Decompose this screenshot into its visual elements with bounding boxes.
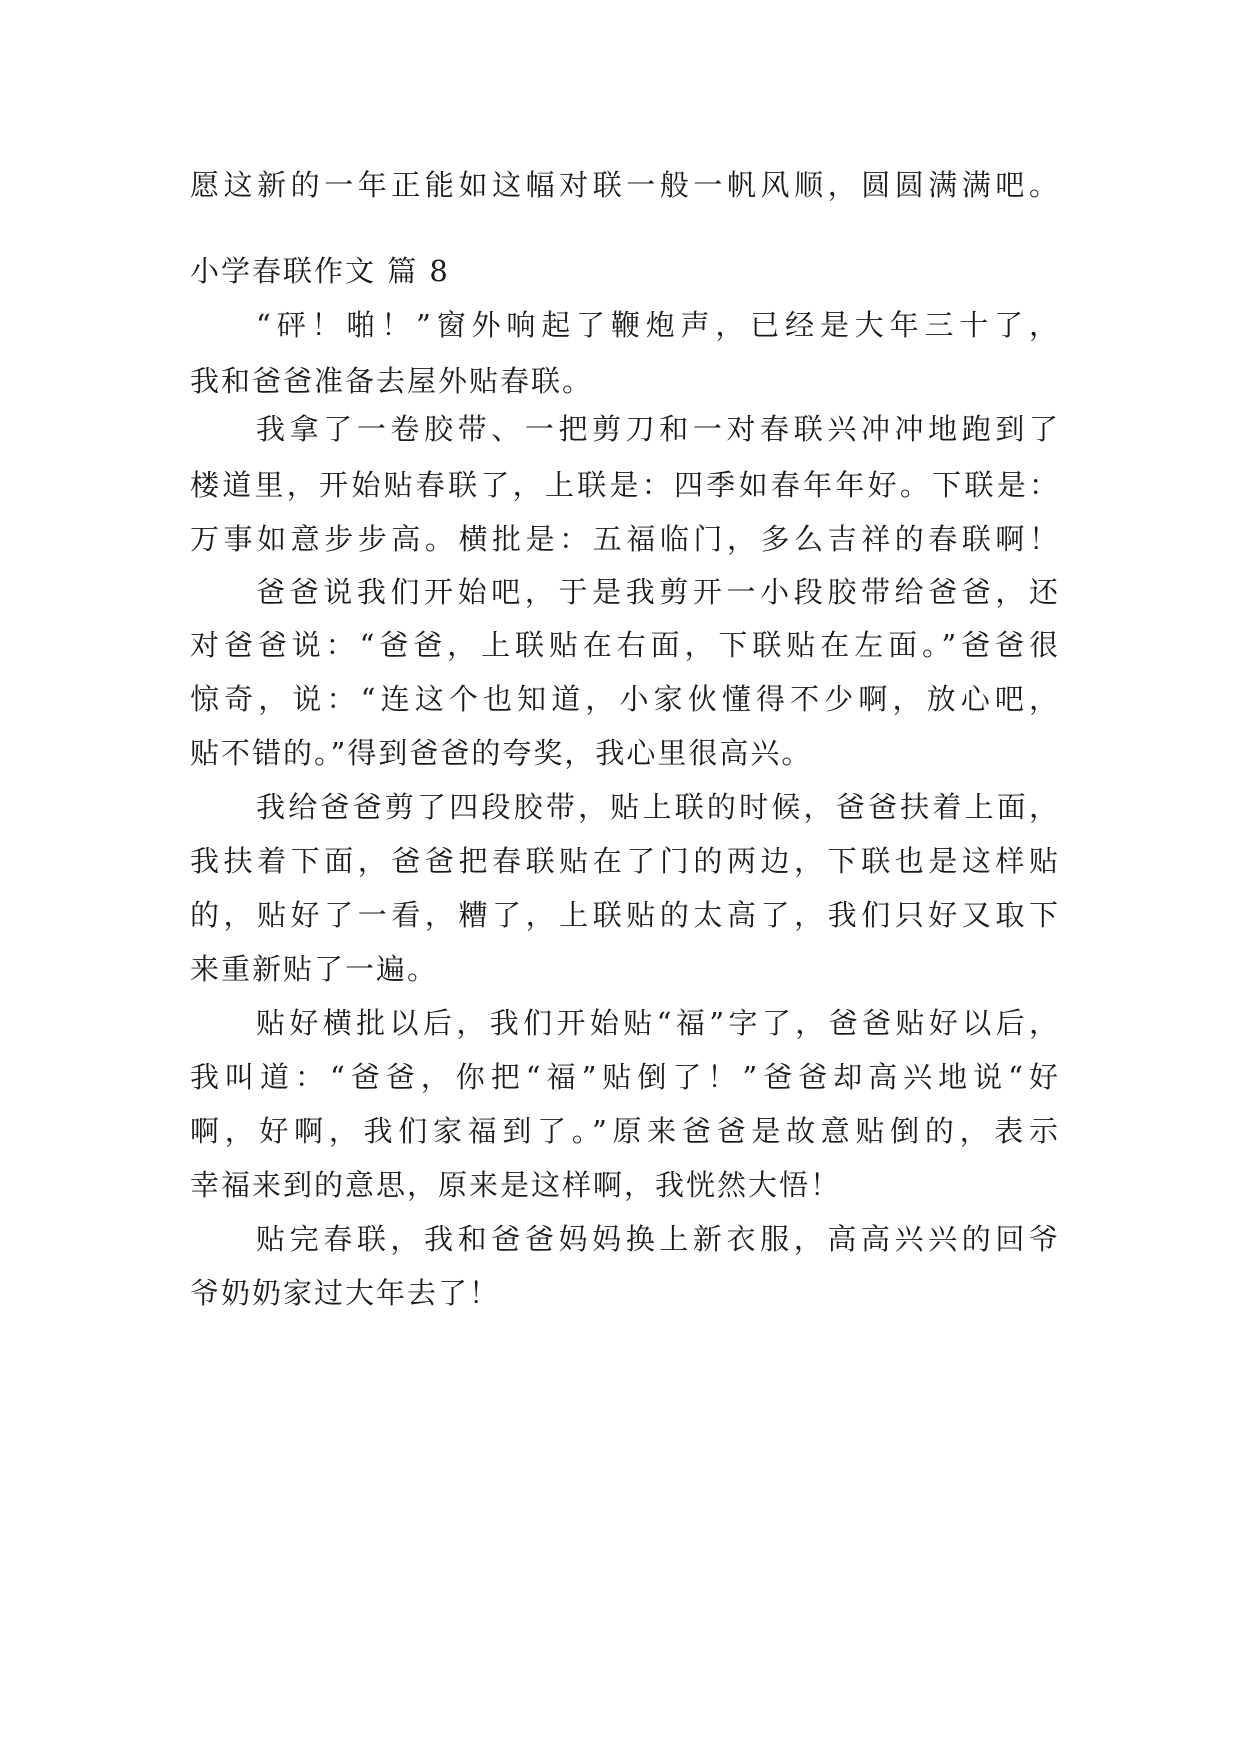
- paragraph-line: 贴不错的。”得到爸爸的夸奖，我心里很高兴。: [190, 736, 813, 770]
- paragraph-line: 楼道里，开始贴春联了，上联是：四季如春年年好。下联是：: [190, 468, 1060, 502]
- closing-line: 愿这新的一年正能如这幅对联一般一帆风顺，圆圆满满吧。: [190, 168, 1060, 202]
- paragraph-line: 爸爸说我们开始吧，于是我剪开一小段胶带给爸爸，还: [256, 575, 1060, 609]
- paragraph-line: 幸福来到的意思，原来是这样啊，我恍然大悟！: [190, 1168, 842, 1202]
- section-title: 小学春联作文 篇 8: [190, 254, 450, 288]
- paragraph-line: 我拿了一卷胶带、一把剪刀和一对春联兴冲冲地跑到了: [256, 412, 1060, 446]
- paragraph-line: 我扶着下面，爸爸把春联贴在了门的两边，下联也是这样贴: [190, 844, 1060, 878]
- paragraph-line: 贴完春联，我和爸爸妈妈换上新衣服，高高兴兴的回爷: [256, 1222, 1060, 1256]
- paragraph-line: 啊，好啊，我们家福到了。”原来爸爸是故意贴倒的，表示: [190, 1114, 1060, 1148]
- paragraph-line: 我给爸爸剪了四段胶带，贴上联的时候，爸爸扶着上面，: [256, 790, 1060, 824]
- paragraph-line: 的，贴好了一看，糟了，上联贴的太高了，我们只好又取下: [190, 898, 1060, 932]
- paragraph-line: 我和爸爸准备去屋外贴春联。: [190, 364, 594, 398]
- paragraph-line: 万事如意步步高。横批是：五福临门，多么吉祥的春联啊！: [190, 522, 1060, 556]
- paragraph-line: 我叫道：“爸爸，你把“福”贴倒了！”爸爸却高兴地说“好: [190, 1060, 1060, 1094]
- paragraph-line: 惊奇，说：“连这个也知道，小家伙懂得不少啊，放心吧，: [190, 682, 1060, 716]
- paragraph-line: 贴好横批以后，我们开始贴“福”字了，爸爸贴好以后，: [256, 1006, 1060, 1040]
- paragraph-line: 爷奶奶家过大年去了！: [190, 1276, 501, 1310]
- paragraph-line: 对爸爸说：“爸爸，上联贴在右面，下联贴在左面。”爸爸很: [190, 628, 1060, 662]
- paragraph-line: “砰！啪！”窗外响起了鞭炮声，已经是大年三十了，: [256, 308, 1060, 342]
- paragraph-line: 来重新贴了一遍。: [190, 952, 439, 986]
